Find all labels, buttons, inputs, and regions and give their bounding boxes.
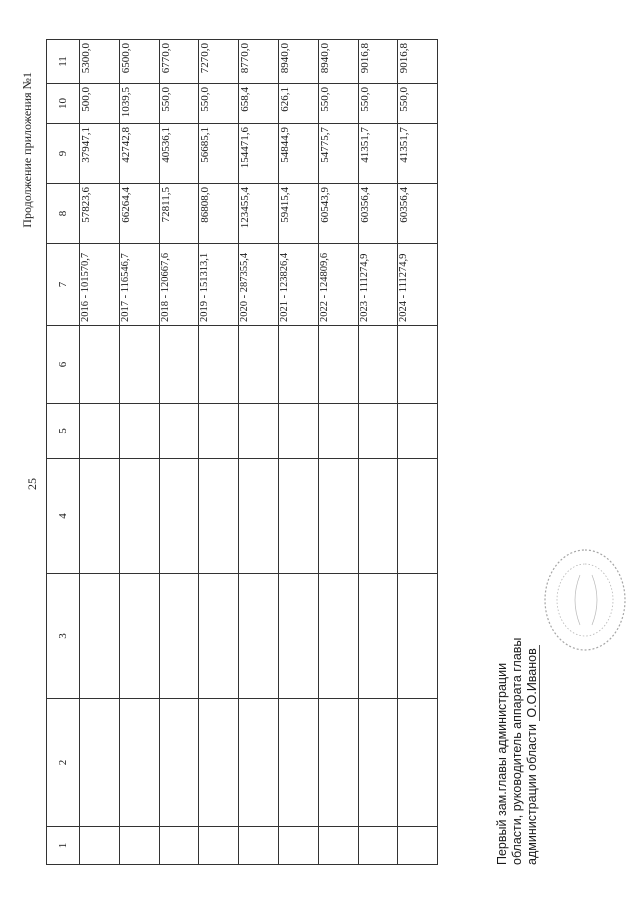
empty-cell [318, 699, 358, 827]
table-row [318, 40, 358, 865]
empty-cell [239, 459, 279, 574]
empty-cell [119, 326, 159, 404]
cell-col-8: 72811,5 [159, 184, 199, 244]
empty-cell [358, 326, 398, 404]
cell-col-10: 550,0 [398, 84, 438, 124]
cell-col-9: 41351,7 [398, 124, 438, 184]
empty-cell [199, 827, 239, 865]
cell-col-9: 54775,7 [318, 124, 358, 184]
signature-name: О.О.Иванов [525, 645, 540, 720]
empty-cell [318, 326, 358, 404]
empty-cell [398, 404, 438, 459]
cell-col-7: 2017 - 116546,7 [119, 244, 159, 326]
empty-cell [278, 699, 318, 827]
empty-cell [199, 574, 239, 699]
empty-cell [358, 827, 398, 865]
empty-cell [239, 326, 279, 404]
cell-col-8: 123455,4 [239, 184, 279, 244]
cell-col-9: 37947,1 [80, 124, 120, 184]
page-number: 25 [25, 478, 39, 490]
empty-cell [318, 459, 358, 574]
cell-col-10: 1039,5 [119, 84, 159, 124]
cell-col-8: 57823,6 [80, 184, 120, 244]
cell-col-9: 56685,1 [199, 124, 239, 184]
empty-cell [199, 699, 239, 827]
cell-col-7: 2022 - 124809,6 [318, 244, 358, 326]
cell-col-11: 7270,0 [199, 40, 239, 84]
cell-col-8: 86808,0 [199, 184, 239, 244]
empty-cell [239, 404, 279, 459]
empty-cell [239, 574, 279, 699]
cell-col-9: 154471,6 [239, 124, 279, 184]
column-header-3: 3 [47, 574, 80, 699]
empty-cell [318, 404, 358, 459]
cell-col-8: 60356,4 [398, 184, 438, 244]
empty-cell [358, 574, 398, 699]
cell-col-8: 66264,4 [119, 184, 159, 244]
cell-col-7: 2018 - 120667,6 [159, 244, 199, 326]
table-row [159, 40, 199, 865]
column-header-4: 4 [47, 459, 80, 574]
cell-col-11: 8940,0 [318, 40, 358, 84]
cell-col-9: 42742,8 [119, 124, 159, 184]
cell-col-7: 2016 - 101570,7 [80, 244, 120, 326]
empty-cell [159, 827, 199, 865]
cell-col-8: 60356,4 [358, 184, 398, 244]
cell-col-8: 60543,9 [318, 184, 358, 244]
table-row [119, 40, 159, 865]
official-seal-stamp [540, 545, 630, 655]
column-header-9: 9 [47, 124, 80, 184]
cell-col-9: 54844,9 [278, 124, 318, 184]
column-header-1: 1 [47, 827, 80, 865]
signature-line-2: области, руководитель аппарата главы [510, 637, 524, 865]
table-row [80, 40, 120, 865]
cell-col-7: 2023 - 111274,9 [358, 244, 398, 326]
cell-col-7: 2024 - 111274,9 [398, 244, 438, 326]
table-row [358, 40, 398, 865]
signature-block [495, 638, 540, 865]
cell-col-11: 6770,0 [159, 40, 199, 84]
cell-col-7: 2019 - 151313,1 [199, 244, 239, 326]
empty-cell [398, 827, 438, 865]
cell-col-11: 6500,0 [119, 40, 159, 84]
empty-cell [80, 574, 120, 699]
empty-cell [119, 404, 159, 459]
signature-line-1: Первый зам.главы администрации [495, 662, 509, 865]
cell-col-11: 8940,0 [278, 40, 318, 84]
empty-cell [80, 459, 120, 574]
empty-cell [278, 326, 318, 404]
column-header-7: 7 [47, 244, 80, 326]
empty-cell [239, 827, 279, 865]
table-row [199, 40, 239, 865]
cell-col-8: 59415,4 [278, 184, 318, 244]
cell-col-10: 550,0 [318, 84, 358, 124]
empty-cell [119, 574, 159, 699]
appendix-title: Продолжение приложения №1 [20, 72, 34, 228]
empty-cell [159, 326, 199, 404]
empty-cell [278, 574, 318, 699]
empty-cell [278, 827, 318, 865]
empty-cell [278, 459, 318, 574]
empty-cell [358, 699, 398, 827]
cell-col-10: 550,0 [159, 84, 199, 124]
cell-col-11: 9016,8 [398, 40, 438, 84]
empty-cell [159, 699, 199, 827]
table-body [80, 40, 438, 865]
empty-cell [278, 404, 318, 459]
empty-cell [80, 699, 120, 827]
empty-cell [80, 827, 120, 865]
empty-cell [398, 459, 438, 574]
empty-cell [398, 699, 438, 827]
cell-col-10: 658,4 [239, 84, 279, 124]
signature-line-3 [525, 638, 540, 865]
empty-cell [398, 326, 438, 404]
column-header-11: 11 [47, 40, 80, 84]
column-header-10: 10 [47, 84, 80, 124]
empty-cell [199, 326, 239, 404]
table-header-row [47, 40, 80, 865]
cell-col-11: 5300,0 [80, 40, 120, 84]
empty-cell [318, 827, 358, 865]
empty-cell [119, 459, 159, 574]
empty-cell [159, 404, 199, 459]
empty-cell [80, 326, 120, 404]
column-header-8: 8 [47, 184, 80, 244]
empty-cell [318, 574, 358, 699]
cell-col-11: 9016,8 [358, 40, 398, 84]
table-row [398, 40, 438, 865]
empty-cell [80, 404, 120, 459]
empty-cell [159, 574, 199, 699]
empty-cell [119, 827, 159, 865]
empty-cell [239, 699, 279, 827]
cell-col-10: 550,0 [358, 84, 398, 124]
column-header-2: 2 [47, 699, 80, 827]
cell-col-11: 8770,0 [239, 40, 279, 84]
cell-col-9: 41351,7 [358, 124, 398, 184]
empty-cell [199, 404, 239, 459]
signature-line-3-prefix: администрации области [525, 724, 539, 865]
empty-cell [358, 459, 398, 574]
empty-cell [119, 699, 159, 827]
empty-cell [358, 404, 398, 459]
cell-col-9: 40536,1 [159, 124, 199, 184]
empty-cell [398, 574, 438, 699]
cell-col-10: 550,0 [199, 84, 239, 124]
funding-table [46, 39, 438, 865]
cell-col-7: 2020 - 287355,4 [239, 244, 279, 326]
column-header-6: 6 [47, 326, 80, 404]
table-row [278, 40, 318, 865]
cell-col-7: 2021 - 123826,4 [278, 244, 318, 326]
cell-col-10: 626,1 [278, 84, 318, 124]
empty-cell [199, 459, 239, 574]
column-header-5: 5 [47, 404, 80, 459]
cell-col-10: 500,0 [80, 84, 120, 124]
table-row [239, 40, 279, 865]
empty-cell [159, 459, 199, 574]
